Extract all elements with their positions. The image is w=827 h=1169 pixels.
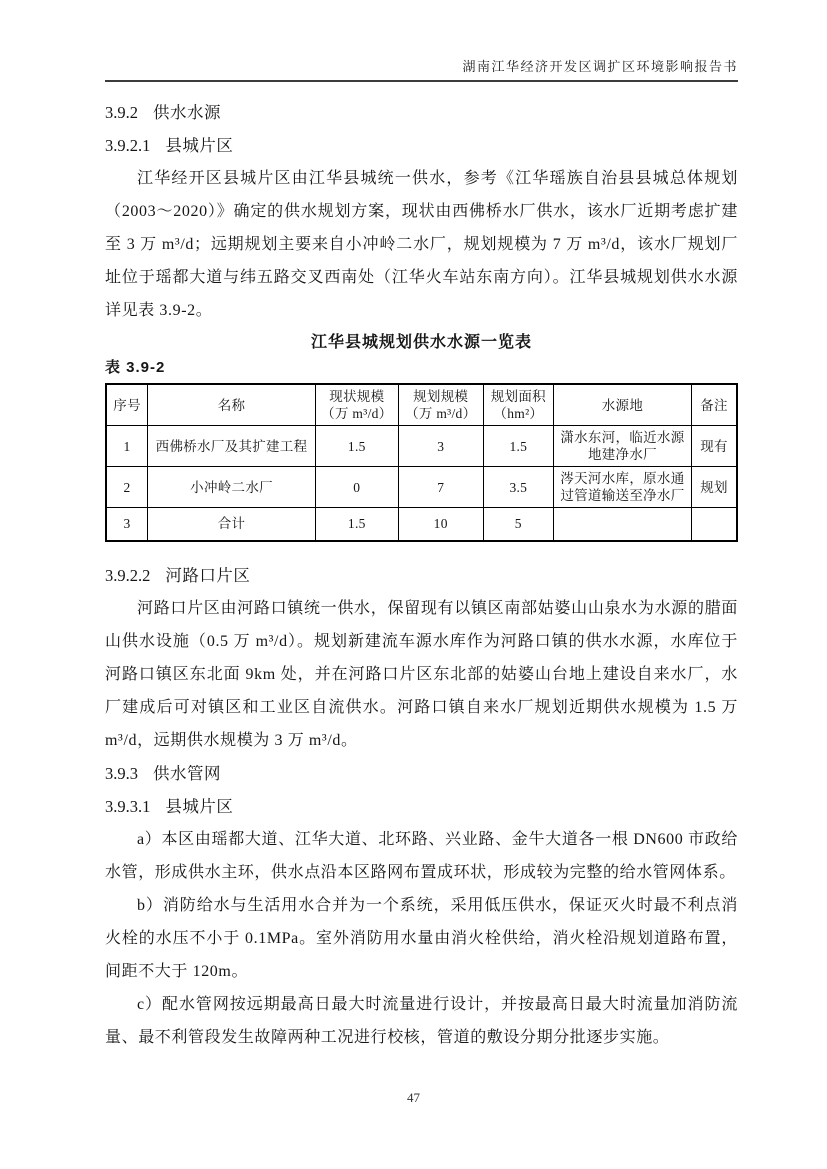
table-cell: 潇水东河，临近水源地建净水厂: [553, 426, 691, 467]
table-cell: 10: [398, 508, 483, 541]
table-header-cell: 备注: [692, 384, 737, 426]
section-heading-3-9-2-1: [105, 129, 738, 162]
table-header-cell: 规划面积 （hm²）: [483, 384, 553, 426]
table-cell: 1.5: [315, 426, 398, 467]
table-header-cell: 规划规模 （万 m³/d）: [398, 384, 483, 426]
paragraph-item-a: a）本区由瑶都大道、江华大道、北环路、兴业路、金牛大道各一根 DN600 市政给水管，形成供水主环，供水点沿本区路网布置成环状，形成较为完整的给水管网体系。: [105, 830, 738, 881]
table-cell: 西佛桥水厂及其扩建工程: [148, 426, 316, 467]
table-cell: 7: [398, 467, 483, 508]
section-heading-3-9-3-1: [105, 790, 738, 823]
page-header: [105, 56, 738, 82]
table-cell: [553, 508, 691, 541]
table-header-cell: 名称: [148, 384, 316, 426]
table-header-cell: 水源地: [553, 384, 691, 426]
heading-number: 3.9.2: [105, 103, 138, 122]
table-cell: 现有: [692, 426, 737, 467]
paragraph-heluokou-water-source: 河路口片区由河路口镇统一供水，保留现有以镇区南部姑婆山山泉水为水源的腊面山供水设施（0.5 万 m³/d）。规划新建流车源水库作为河路口镇的供水水源，水库位于河路口镇区东北面 9km 处，并在河路口片区东北部的姑婆山台地上建设自来水厂，水厂建成后可对镇区和工业区自流供水。河路口镇自来水厂规划近期供水规模为 1.5 万 m³/d，远期供水规模为 3 万 m³/d。: [105, 599, 738, 749]
water-source-table: [105, 383, 738, 542]
table-row: [106, 508, 737, 541]
section-heading-3-9-2: [105, 96, 738, 129]
table-row: [106, 467, 737, 508]
table-row: [106, 426, 737, 467]
page-content: [105, 96, 738, 1054]
table-cell: [692, 508, 737, 541]
heading-number: 3.9.2.1: [105, 136, 151, 155]
page-number: 47: [407, 1090, 420, 1105]
table-title: 江华县城规划供水水源一览表: [310, 334, 532, 351]
section-heading-3-9-3: [105, 757, 738, 790]
heading-title: 县城片区: [165, 136, 234, 155]
table-cell: 3: [398, 426, 483, 467]
table-label: 表 3.9-2: [105, 359, 166, 376]
heading-number: 3.9.2.2: [105, 565, 151, 585]
paragraph-item-b: b）消防给水与生活用水合并为一个系统，采用低压供水，保证灭火时最不利点消火栓的水压不小于 0.1MPa。室外消防用水量由消火栓供给，消火栓沿规划道路布置，间距不大于 120m。: [105, 896, 738, 980]
table-cell: 1.5: [315, 508, 398, 541]
table-cell: 合计: [148, 508, 316, 541]
heading-number: 3.9.3: [105, 763, 138, 783]
heading-title: 供水管网: [153, 763, 221, 783]
table-cell: 3.5: [483, 467, 553, 508]
heading-number: 3.9.3.1: [105, 796, 151, 816]
paragraph-item-c: c）配水管网按远期最高日最大时流量进行设计，并按最高日最大时流量加消防流量、最不利管段发生故障两种工况进行校核，管道的敷设分期分批逐步实施。: [105, 995, 738, 1046]
heading-title: 供水水源: [153, 103, 221, 122]
table-cell: 2: [106, 467, 148, 508]
table-body: [106, 426, 737, 541]
paragraph-county-water-source: 江华经开区县城片区由江华县城统一供水，参考《江华瑶族自治县县城总体规划（2003～2020）》确定的供水规划方案，现状由西佛桥水厂供水，该水厂近期考虑扩建至 3 万 m³/d；远期规划主要来自小冲岭二水厂，规划规模为 7 万 m³/d，该水厂规划厂址位于瑶都大道与纬五路交叉西南处（江华火车站东南方向）。江华县城规划供水水源详见表 3.9-2。: [105, 170, 738, 319]
heading-title: 县城片区: [165, 796, 234, 816]
heading-title: 河路口片区: [165, 565, 251, 585]
page-footer: [0, 1090, 827, 1106]
table-cell: 涔天河水库，原水通过管道输送至净水厂: [553, 467, 691, 508]
table-cell: 1: [106, 426, 148, 467]
table-header-cell: 序号: [106, 384, 148, 426]
header-title: 湖南江华经济开发区调扩区环境影响报告书: [462, 59, 738, 74]
table-cell: 1.5: [483, 426, 553, 467]
section-heading-3-9-2-2: [105, 559, 738, 592]
table-cell: 规划: [692, 467, 737, 508]
table-head: [106, 384, 737, 426]
table-header-row: [106, 384, 737, 426]
table-header-cell: 现状规模 （万 m³/d）: [315, 384, 398, 426]
table-cell: 0: [315, 467, 398, 508]
table-cell: 小冲岭二水厂: [148, 467, 316, 508]
table-cell: 5: [483, 508, 553, 541]
table-cell: 3: [106, 508, 148, 541]
